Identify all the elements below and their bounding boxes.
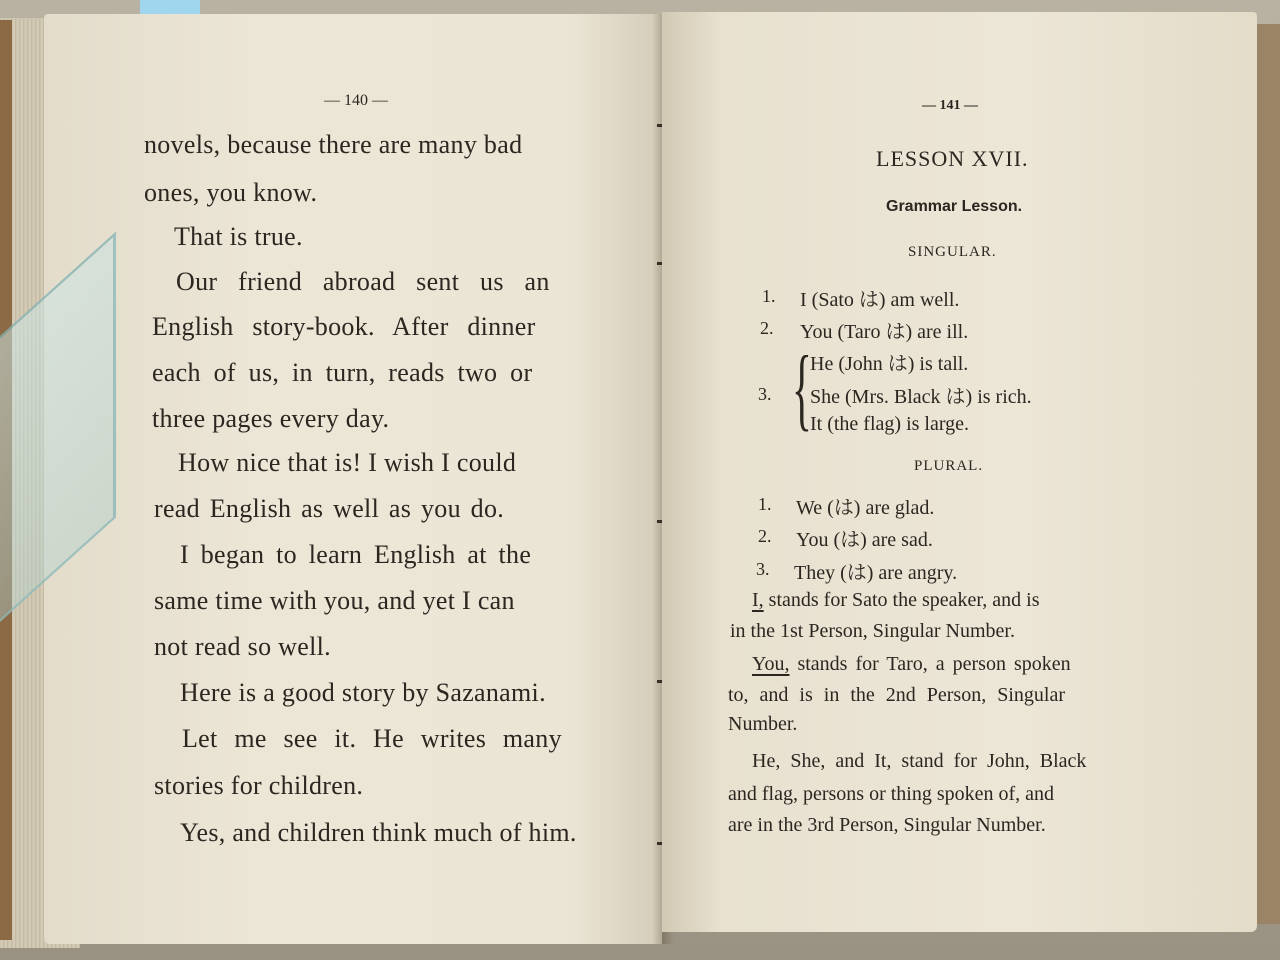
text-line: That is true. (174, 222, 303, 251)
page-number-right: — 141 — (922, 98, 978, 113)
text-line: Our friend abroad sent us an (176, 267, 550, 296)
singular-line: She (Mrs. Black は) is rich. (810, 386, 1032, 408)
explanation-line: He, She, and It, stand for John, Black (752, 750, 1087, 772)
text-line: read English as well as you do. (154, 494, 505, 523)
explanation-line: are in the 3rd Person, Singular Number. (728, 814, 1046, 836)
bookmark-tab (140, 0, 200, 14)
plural-line: We (は) are glad. (796, 497, 935, 519)
text-line: English story-book. After dinner (152, 312, 536, 341)
explanation-text: stands for Sato the speaker, and is (763, 589, 1040, 611)
underlined-word: You, (752, 653, 790, 675)
singular-line: It (the flag) is large. (810, 413, 970, 435)
text-line: novels, because there are many bad (144, 130, 523, 159)
explanation-line (752, 653, 1071, 676)
text-line: stories for children. (154, 771, 364, 800)
text-line: ones, you know. (144, 178, 318, 207)
explanation-text: stands for Taro, a person spoken (789, 653, 1071, 675)
text-line: How nice that is! I wish I could (178, 448, 517, 477)
text-line: I began to learn English at the (180, 540, 532, 569)
page-number-left: — 140 — (324, 92, 388, 109)
explanation-line: and flag, persons or thing spoken of, and (728, 783, 1055, 805)
singular-line: You (Taro は) are ill. (800, 321, 969, 343)
text-line: same time with you, and yet I can (154, 586, 515, 615)
text-line: Yes, and children think much of him. (180, 818, 577, 847)
item-number: 1. (758, 494, 772, 514)
item-number: 1. (762, 286, 776, 306)
plural-heading: PLURAL. (914, 458, 984, 474)
text-line: not read so well. (154, 632, 331, 661)
right-page (662, 12, 1257, 932)
left-page (44, 14, 662, 944)
text-line: each of us, in turn, reads two or (152, 358, 533, 387)
explanation-line (752, 589, 1039, 612)
item-number: 3. (756, 559, 770, 579)
singular-line: He (John は) is tall. (810, 353, 969, 375)
lesson-title: LESSON XVII. (876, 146, 1029, 171)
underlined-word: I, (752, 589, 764, 611)
lesson-subtitle: Grammar Lesson. (886, 198, 1023, 215)
singular-heading: SINGULAR. (908, 244, 997, 260)
brace-glyph: { (792, 337, 812, 439)
text-line: three pages every day. (152, 404, 390, 433)
explanation-line: to, and is in the 2nd Person, Singular (728, 684, 1065, 706)
plural-line: You (は) are sad. (796, 529, 933, 551)
text-line: Let me see it. He writes many (182, 724, 562, 753)
explanation-line: in the 1st Person, Singular Number. (730, 620, 1015, 642)
text-line: Here is a good story by Sazanami. (180, 678, 546, 707)
item-number: 3. (758, 384, 772, 404)
item-number: 2. (758, 526, 772, 546)
item-number: 2. (760, 318, 774, 338)
explanation-line: Number. (728, 713, 798, 735)
singular-line: I (Sato は) am well. (800, 289, 960, 311)
plural-line: They (は) are angry. (794, 562, 958, 584)
